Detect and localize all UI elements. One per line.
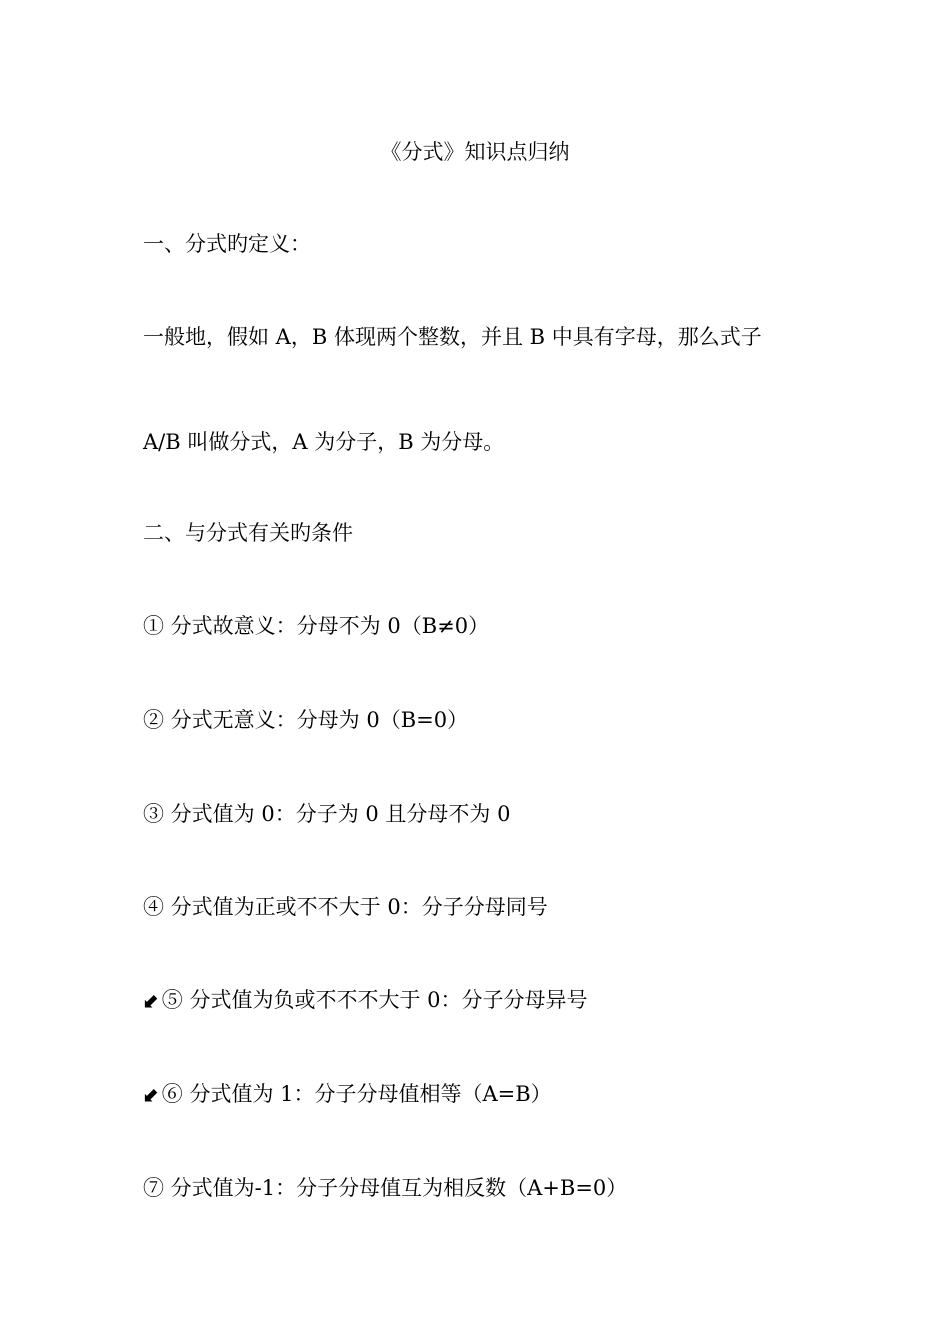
condition-item-2: ② 分式无意义：分母为 0（B=0） (143, 708, 469, 732)
condition-item-5 (143, 986, 587, 1014)
section1-heading: 一、分式旳定义： (143, 232, 311, 256)
section2-heading: 二、与分式有关旳条件 (143, 521, 353, 545)
definition-line-2: A/B 叫做分式，A 为分子，B 为分母。 (143, 430, 505, 454)
arrow-down-left-icon: ⬋ (143, 1082, 160, 1106)
definition-line-1: 一般地，假如 A，B 体现两个整数，并且 B 中具有字母，那么式子 (143, 325, 762, 349)
arrow-down-left-icon: ⬋ (143, 988, 160, 1012)
condition-item-6-text: ⑥ 分式值为 1：分子分母值相等（A=B） (161, 1082, 552, 1106)
condition-item-4: ④ 分式值为正或不不大于 0：分子分母同号 (143, 895, 548, 919)
condition-item-6 (143, 1080, 552, 1108)
condition-item-1: ① 分式故意义：分母不为 0（B≠0） (143, 614, 490, 638)
condition-item-5-text: ⑤ 分式值为负或不不不大于 0：分子分母异号 (161, 988, 588, 1012)
condition-item-3: ③ 分式值为 0：分子为 0 且分母不为 0 (143, 802, 511, 826)
condition-item-7: ⑦ 分式值为-1：分子分母值互为相反数（A+B=0） (143, 1176, 628, 1200)
page-title: 《分式》知识点归纳 (380, 140, 570, 164)
